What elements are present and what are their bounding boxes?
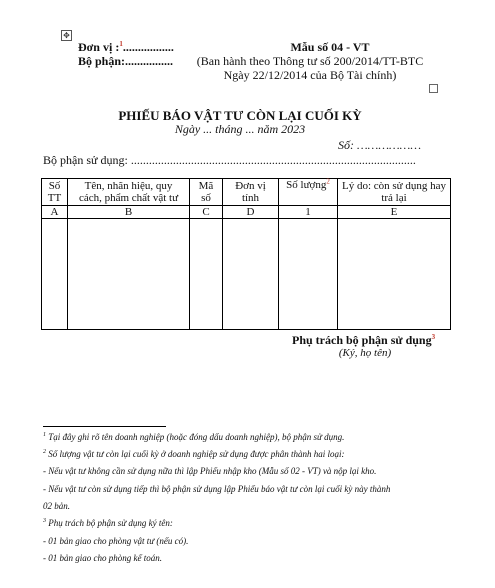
table-row <box>42 219 451 330</box>
footnote: - Nếu vật tư không cần sử dụng nữa thì lập Phiếu nhập kho (Mẫu số 02 - VT) và nộp lại kho. <box>43 466 377 476</box>
col-header-reason: Lý do: còn sử dụng hay trả lại <box>338 179 451 206</box>
table-header-row <box>42 179 451 206</box>
materials-table <box>41 178 451 330</box>
unit-label: Đơn vị : <box>78 40 120 54</box>
table-cell[interactable] <box>42 219 68 330</box>
footnote: - 01 bản giao cho phòng vật tư (nếu có). <box>43 536 189 546</box>
footnote: $^3$ Phụ trách bộ phận sử dụng ký tên: <box>43 518 173 528</box>
form-basis-line-2: Ngày 22/12/2014 của Bộ Tài chính) <box>223 68 397 82</box>
col-header-code: Mã số <box>190 179 223 206</box>
table-cell[interactable] <box>223 219 279 330</box>
footnote: 02 bản. <box>43 501 70 511</box>
unit-blank: ................. <box>122 40 174 54</box>
table-cell[interactable] <box>68 219 190 330</box>
col-code-e: E <box>338 206 451 219</box>
table-cell[interactable] <box>279 219 338 330</box>
col-code-d: D <box>223 206 279 219</box>
document-date: Ngày ... tháng ... năm 2023 <box>174 122 306 136</box>
col-header-quantity: Số lượng$^2$ <box>279 179 338 206</box>
col-code-c: C <box>190 206 223 219</box>
dept-header-line: Bộ phận:................ <box>78 54 174 68</box>
footnote: $^1$ Tại đây ghi rõ tên doanh nghiệp (hoặc đóng dấu doanh nghiệp), bộ phận sử dụng. <box>43 432 345 442</box>
quantity-footnote-ref: 2 <box>326 177 330 186</box>
document-title: PHIẾU BÁO VẬT TƯ CÒN LẠI CUỐI KỲ <box>118 108 362 123</box>
form-title: Mẫu số 04 - VT <box>290 40 370 54</box>
form-basis-line-1: (Ban hành theo Thông tư số 200/2014/TT-BTC <box>196 54 424 68</box>
col-code-b: B <box>68 206 190 219</box>
document-number: Số: ……………… <box>338 138 422 152</box>
dept-using-line: Bộ phận sử dụng: ............................................................................................... <box>43 153 416 167</box>
unit-line <box>78 40 174 55</box>
col-code-1: 1 <box>279 206 338 219</box>
table-column-codes-row <box>42 206 451 219</box>
col-header-unit: Đơn vị tính <box>223 179 279 206</box>
footnote-separator <box>43 426 166 427</box>
col-code-a: A <box>42 206 68 219</box>
signature-title: Phụ trách bộ phận sử dụng$^3$ <box>292 333 436 347</box>
table-cell[interactable] <box>190 219 223 330</box>
col-header-name: Tên, nhãn hiệu, quy cách, phẩm chất vật tư <box>68 179 190 206</box>
signature-footnote-ref: 3 <box>431 333 436 341</box>
footnote: - Nếu vật tư còn sử dụng tiếp thì bộ phận sử dụng lập Phiếu báo vật tư còn lại cuối kỳ này thành <box>43 484 391 494</box>
signature-note: (Ký, họ tên) <box>338 347 392 359</box>
footnote: - 01 bản giao cho phòng kế toán. <box>43 553 162 563</box>
resize-handle-icon[interactable] <box>429 84 438 93</box>
footnote: $^2$ Số lượng vật tư còn lại cuối kỳ ở doanh nghiệp sử dụng được phân thành hai loại: <box>43 449 345 459</box>
table-cell[interactable] <box>338 219 451 330</box>
table-move-handle-icon[interactable]: ✥ <box>61 30 72 41</box>
unit-footnote-ref: 1 <box>119 40 123 48</box>
col-header-stt: Số TT <box>42 179 68 206</box>
